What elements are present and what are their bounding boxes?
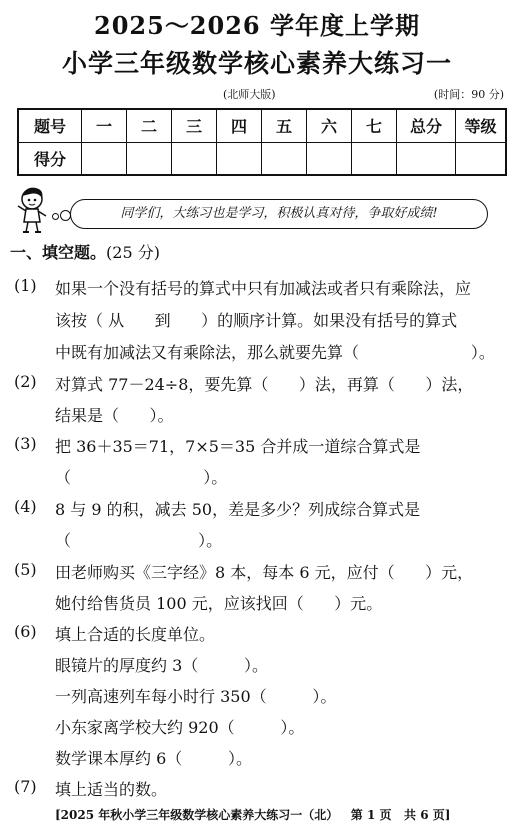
score-header-cell: 二	[127, 109, 172, 142]
page-footer: [2025 年秋小学三年级数学核心素养大练习一（北） 第 1 页 共 6 页]	[55, 808, 451, 822]
question-text-line: 对算式 77－24÷8，要先算（ ）法，再算（ ）法，	[55, 375, 474, 394]
question-number: (1)	[14, 276, 37, 295]
score-row-label: 得分	[18, 142, 82, 175]
question-number: (3)	[14, 434, 37, 453]
section-title	[10, 240, 160, 263]
score-input-cell[interactable]	[456, 142, 507, 175]
score-input-cell[interactable]	[217, 142, 262, 175]
question-text-line: 填上合适的长度单位。	[55, 625, 216, 644]
question-text-line: 中既有加减法又有乘除法，那么就要先算（ ）。	[55, 343, 495, 362]
question-text-line: 结果是（ ）。	[55, 406, 174, 425]
question-number: (7)	[14, 777, 37, 796]
question-text-line: 她付给售货员 100 元，应该找回（ ）元。	[55, 594, 383, 613]
question-text-line: 田老师购买《三字经》8 本，每本 6 元，应付（ ）元，	[55, 563, 474, 582]
question-text-line: 把 36＋35＝71，7×5＝35 合并成一道综合算式是	[55, 437, 421, 456]
speech-bubble-dot	[52, 213, 59, 220]
score-table-header-row	[18, 109, 506, 142]
question-number: (5)	[14, 560, 37, 579]
question-text-line: （ ）。	[55, 531, 223, 550]
score-header-cell: 三	[172, 109, 217, 142]
edition-label: (北师大版)	[223, 88, 276, 101]
score-header-cell: 总分	[397, 109, 456, 142]
score-header-cell: 一	[82, 109, 127, 142]
question-text-line: 如果一个没有括号的算式中只有加减法或者只有乘除法，应	[55, 279, 472, 298]
score-input-cell[interactable]	[82, 142, 127, 175]
question-number: (4)	[14, 497, 37, 516]
score-input-cell[interactable]	[127, 142, 172, 175]
question-number: (2)	[14, 372, 37, 391]
exam-title-line1: 2025～2026 学年度上学期	[94, 11, 420, 40]
score-header-cell: 六	[307, 109, 352, 142]
question-text-line: 小东家离学校大约 920（ ）。	[55, 718, 305, 737]
score-table	[17, 108, 507, 176]
score-table-score-row	[18, 142, 506, 175]
section-score: (25 分)	[106, 243, 160, 262]
score-input-cell[interactable]	[262, 142, 307, 175]
question-text-line: 填上适当的数。	[55, 780, 168, 799]
score-input-cell[interactable]	[307, 142, 352, 175]
question-text-line: 数学课本厚约 6（ ）。	[55, 749, 253, 768]
question-text-line: 8 与 9 的积，减去 50，差是多少？列成综合算式是	[55, 500, 421, 519]
score-input-cell[interactable]	[397, 142, 456, 175]
encouragement-banner: 同学们，大练习也是学习，积极认真对待，争取好成绩!	[70, 199, 488, 229]
score-input-cell[interactable]	[352, 142, 397, 175]
question-text-line: （ ）。	[55, 468, 228, 487]
score-header-cell: 七	[352, 109, 397, 142]
question-text-line: 眼镜片的厚度约 3（ ）。	[55, 656, 269, 675]
question-number: (6)	[14, 622, 37, 641]
score-header-cell: 题号	[18, 109, 82, 142]
time-label: (时间：90 分)	[433, 88, 504, 101]
exam-title-line2: 小学三年级数学核心素养大练习一	[61, 49, 452, 78]
score-header-cell: 等级	[456, 109, 507, 142]
score-header-cell: 四	[217, 109, 262, 142]
question-text-line: 该按（ 从 到 ）的顺序计算。如果没有括号的算式	[55, 311, 458, 330]
question-text-line: 一列高速列车每小时行 350（ ）。	[55, 687, 337, 706]
score-header-cell: 五	[262, 109, 307, 142]
score-input-cell[interactable]	[172, 142, 217, 175]
section-title-text: 一、填空题。	[10, 243, 107, 262]
student-mascot-icon	[14, 186, 54, 234]
